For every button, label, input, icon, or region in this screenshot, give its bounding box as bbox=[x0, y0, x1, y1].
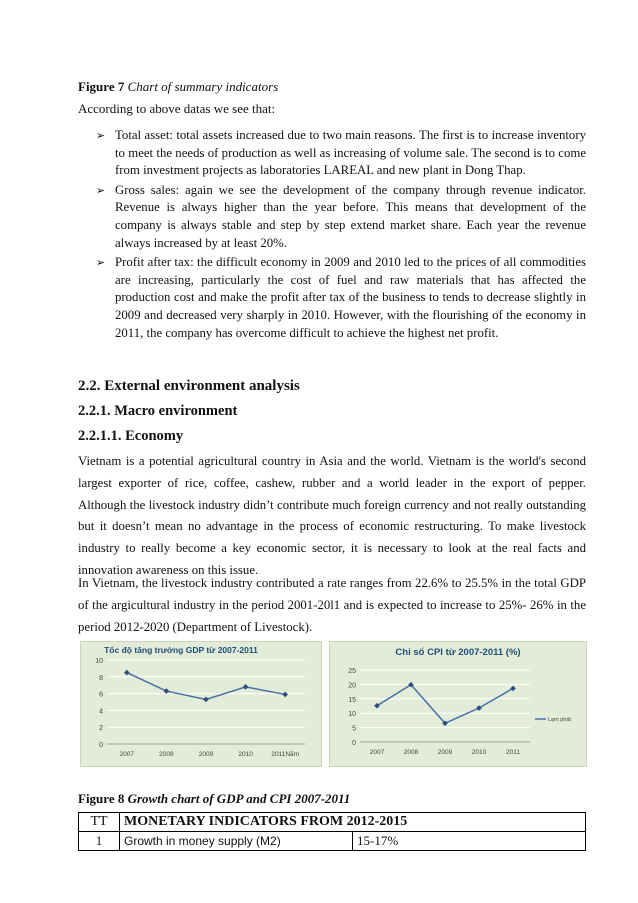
bullet-list bbox=[96, 127, 586, 344]
header-cell-title: MONETARY INDICATORS FROM 2012-2015 bbox=[120, 813, 586, 832]
y-tick-label: 0 bbox=[99, 742, 103, 749]
figure-7-caption bbox=[78, 79, 278, 95]
x-tick-label: 2007 bbox=[119, 751, 135, 758]
chart-title: Chỉ số CPI từ 2007-2011 (%) bbox=[395, 647, 521, 658]
x-tick-label: 2009 bbox=[437, 749, 453, 756]
data-point bbox=[282, 692, 288, 698]
y-tick-label: 20 bbox=[348, 682, 356, 690]
y-tick-label: 6 bbox=[99, 691, 103, 699]
bullet-item bbox=[96, 127, 586, 180]
row-number: 1 bbox=[79, 832, 120, 851]
economy-paragraph: Vietnam is a potential agricultural country in Asia and the world. Vietnam is the world's second largest exporter of rice, coffee, cashew, rubber and a world leader in the export of pepper. Although the livestock industry didn’t contribute much foreign currency and not really outstanding but it doesn’t mean no advantage in the process of economic restructuring. To make livestock industry to really become a key economic sector, it is necessary to look at the real facts and innovation awareness on this issue. bbox=[78, 454, 586, 577]
gdp-growth-chart bbox=[81, 642, 321, 766]
y-tick-label: 10 bbox=[348, 711, 356, 719]
chart-title: Tốc độ tăng trưởng GDP từ 2007-2011 bbox=[104, 645, 258, 655]
figure-8-title: Growth chart of GDP and CPI 2007-2011 bbox=[127, 791, 351, 806]
x-tick-label: 2010 bbox=[238, 751, 253, 758]
figure-8-label: Figure 8 bbox=[78, 791, 125, 806]
y-tick-label: 0 bbox=[352, 740, 356, 747]
arrow-bullet-icon: ➢ bbox=[96, 256, 106, 270]
row-value: 15-17% bbox=[353, 832, 586, 851]
monetary-indicators-table bbox=[78, 812, 586, 851]
gdp-chart-panel bbox=[80, 641, 322, 767]
y-tick-label: 4 bbox=[99, 708, 103, 716]
arrow-bullet-icon: ➢ bbox=[96, 183, 106, 197]
bullet-text: Gross sales: again we see the development of the company through revenue indicator. Revenue is always higher than the year before. This means that development of the company is always stable and step by step extend market share. Each year the revenue always increased by at least 20%. bbox=[115, 182, 586, 250]
heading-external-environment: 2.2. External environment analysis bbox=[78, 378, 300, 394]
x-tick-label: 2010 bbox=[471, 749, 487, 756]
table-header-row bbox=[79, 813, 586, 832]
data-point bbox=[203, 697, 209, 703]
figure-8-caption bbox=[78, 791, 350, 807]
cpi-chart-panel bbox=[329, 641, 587, 767]
x-tick-label: 2011Năm bbox=[271, 751, 300, 758]
y-tick-label: 15 bbox=[348, 696, 356, 704]
figure-7-label: Figure 7 bbox=[78, 79, 125, 94]
data-point bbox=[243, 684, 249, 690]
x-tick-label: 2009 bbox=[198, 751, 214, 758]
table-row bbox=[79, 832, 586, 851]
heading-economy: 2.2.1.1. Economy bbox=[78, 428, 184, 444]
x-tick-label: 2008 bbox=[159, 751, 174, 758]
figure-7-title: Chart of summary indicators bbox=[127, 79, 279, 94]
intro-text: According to above datas we see that: bbox=[78, 101, 276, 116]
y-tick-label: 2 bbox=[99, 725, 103, 733]
bullet-text: Profit after tax: the difficult economy in 2009 and 2010 led to the prices of all commodities are increasing, particularly the cost of fuel and raw materials that has affected the production cost and make the profit after tax of the business to tends to decrease slightly in 2009 and decreased very sharply in 2010. However, with the flourishing of the economy in 2011, the company has overcome difficult to achieve the highest net profit. bbox=[115, 255, 586, 340]
bullet-item bbox=[96, 182, 586, 252]
livestock-paragraph: In Vietnam, the livestock industry contributed a rate ranges from 22.6% to 25.5% in the total GDP of the argicultural industry in the period 2001-20l1 and is expected to increase to 25%- 26% in the period 2012-2020 (Department of Livestock). bbox=[78, 576, 586, 634]
series-line bbox=[377, 685, 513, 724]
x-tick-label: 2008 bbox=[403, 749, 419, 756]
x-tick-label: 2007 bbox=[369, 749, 385, 756]
header-cell-tt: TT bbox=[79, 813, 120, 832]
data-point bbox=[124, 670, 130, 676]
y-tick-label: 10 bbox=[95, 658, 103, 665]
data-point bbox=[164, 688, 170, 694]
cpi-chart bbox=[330, 642, 586, 766]
y-tick-label: 5 bbox=[352, 725, 356, 733]
y-tick-label: 8 bbox=[99, 674, 103, 682]
heading-macro-environment: 2.2.1. Macro environment bbox=[78, 403, 238, 419]
y-tick-label: 25 bbox=[348, 668, 356, 675]
bullet-item bbox=[96, 254, 586, 342]
x-tick-label: 2011 bbox=[506, 749, 520, 756]
arrow-bullet-icon: ➢ bbox=[96, 129, 106, 142]
row-indicator: Growth in money supply (M2) bbox=[120, 832, 353, 851]
legend-label: Lạm phát bbox=[548, 717, 571, 723]
bullet-text: Total asset: total assets increased due to two main reasons. The first is to increase inventory to meet the needs of production as well as increasing of volume sale. The second is to come from investment projects as laboratories LAREAL and new plant in Dong Thap. bbox=[115, 128, 586, 178]
